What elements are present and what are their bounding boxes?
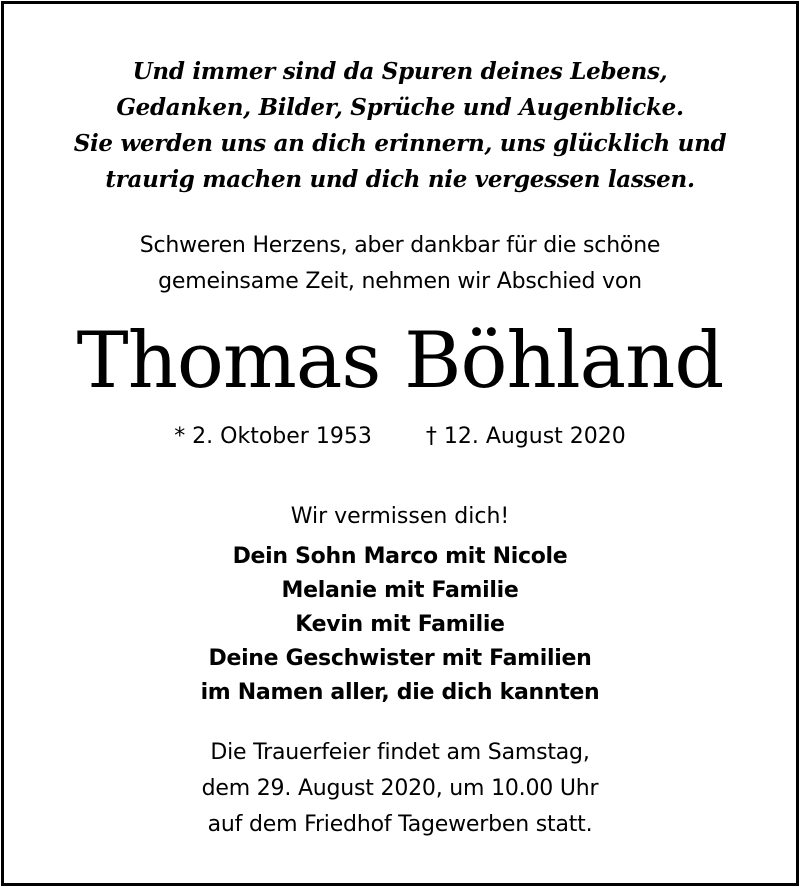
mourner-line: Dein Sohn Marco mit Nicole: [232, 544, 568, 569]
intro-line-2: gemeinsame Zeit, nehmen wir Abschied von: [158, 269, 642, 294]
farewell-text: Wir vermissen dich!: [290, 504, 510, 529]
intro-line-1: Schweren Herzens, aber dankbar für die schöne: [139, 233, 661, 258]
verse-line-3: Sie werden uns an dich erinnern, uns glücklich und: [73, 130, 727, 157]
verse-line-2: Gedanken, Bilder, Sprüche und Augenblicke.: [116, 94, 684, 121]
mourner-line: Deine Geschwister mit Familien: [208, 646, 592, 671]
verse-line-4: traurig machen und dich nie vergessen lassen.: [105, 166, 695, 193]
service-line-3: auf dem Friedhof Tagewerben statt.: [207, 812, 593, 837]
verse-line-1: Und immer sind da Spuren deines Lebens,: [132, 58, 668, 85]
service-line-1: Die Trauerfeier findet am Samstag,: [210, 740, 590, 765]
mourner-line: Kevin mit Familie: [295, 612, 505, 637]
mourner-line: Melanie mit Familie: [281, 578, 519, 603]
birth-date: * 2. Oktober 1953: [174, 424, 372, 449]
deceased-name: Thomas Böhland: [76, 316, 724, 406]
service-line-2: dem 29. August 2020, um 10.00 Uhr: [201, 776, 599, 801]
death-date: † 12. August 2020: [425, 424, 626, 449]
mourner-line: im Namen aller, die dich kannten: [200, 680, 600, 705]
life-dates: [4, 424, 796, 449]
obituary-notice: [1, 1, 799, 886]
